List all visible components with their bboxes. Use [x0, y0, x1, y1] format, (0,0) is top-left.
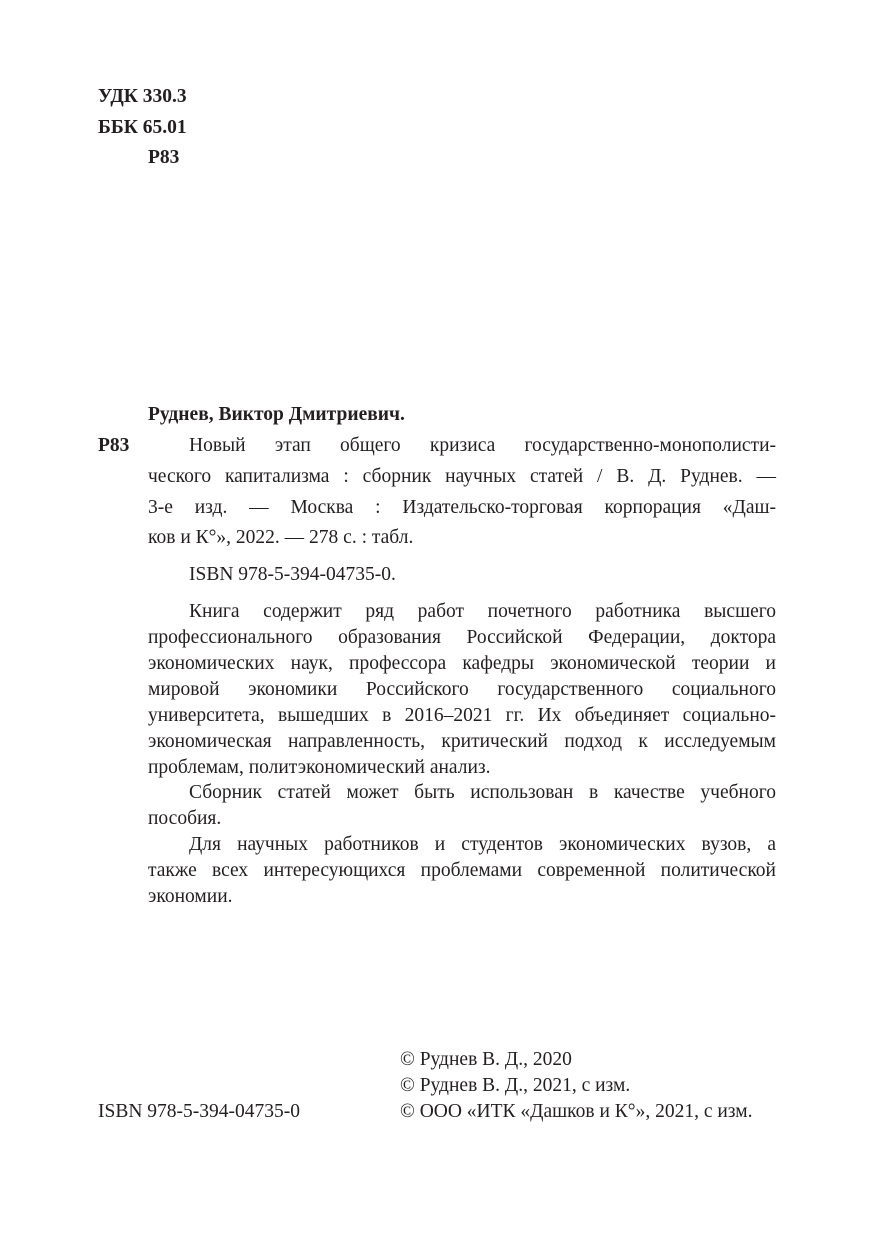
copyright-line-1: © Руднев В. Д., 2020: [400, 1049, 572, 1070]
title-line-4: ков и К°», 2022. — 278 с. : табл.: [148, 527, 414, 548]
title-line-3: 3-е изд. — Москва : Издательско-торговая корпорация «Даш-: [148, 497, 776, 518]
entry-heading: Руднев, Виктор Дмитриевич.: [148, 404, 405, 425]
annotation-p1-line-6: экономическая направленность, критический подход к исследуемым: [148, 731, 776, 752]
author-sign-top: Р83: [148, 147, 180, 168]
annotation-p2-line-1: Сборник статей может быть использован в качестве учебного: [189, 782, 776, 803]
annotation-p1-line-2: профессионального образования Российской Федерации, доктора: [148, 627, 776, 648]
annotation-p1-line-4: мировой экономики Российского государственного социального: [148, 679, 776, 700]
annotation-p1-line-3: экономических наук, профессора кафедры экономической теории и: [148, 653, 776, 674]
footer-isbn: ISBN 978-5-394-04735-0: [98, 1101, 301, 1122]
annotation-p1-line-7: проблемам, политэкономический анализ.: [148, 757, 491, 778]
annotation-p3-line-2: также всех интересующихся проблемами современной политической: [148, 860, 776, 881]
annotation-p1-line-1: Книга содержит ряд работ почетного работника высшего: [189, 601, 776, 622]
bbk-code: ББК 65.01: [98, 117, 187, 138]
author-sign-entry: Р83: [98, 435, 130, 456]
title-line-2: ческого капитализма : сборник научных статей / В. Д. Руднев. —: [148, 466, 776, 487]
udk-code: УДК 330.3: [98, 86, 187, 107]
entry-isbn: ISBN 978-5-394-04735-0.: [189, 564, 396, 585]
copyright-line-2: © Руднев В. Д., 2021, с изм.: [400, 1075, 631, 1096]
annotation-p3-line-1: Для научных работников и студентов экономических вузов, а: [189, 834, 776, 855]
annotation-p2-line-2: пособия.: [148, 808, 222, 829]
annotation-p1-line-5: университета, вышедших в 2016–2021 гг. Их объединяет социально-: [148, 705, 776, 726]
annotation-p3-line-3: экономии.: [148, 886, 233, 907]
copyright-line-3: © ООО «ИТК «Дашков и К°», 2021, с изм.: [400, 1101, 753, 1122]
title-line-1: Новый этап общего кризиса государственно-монополисти-: [189, 435, 776, 456]
